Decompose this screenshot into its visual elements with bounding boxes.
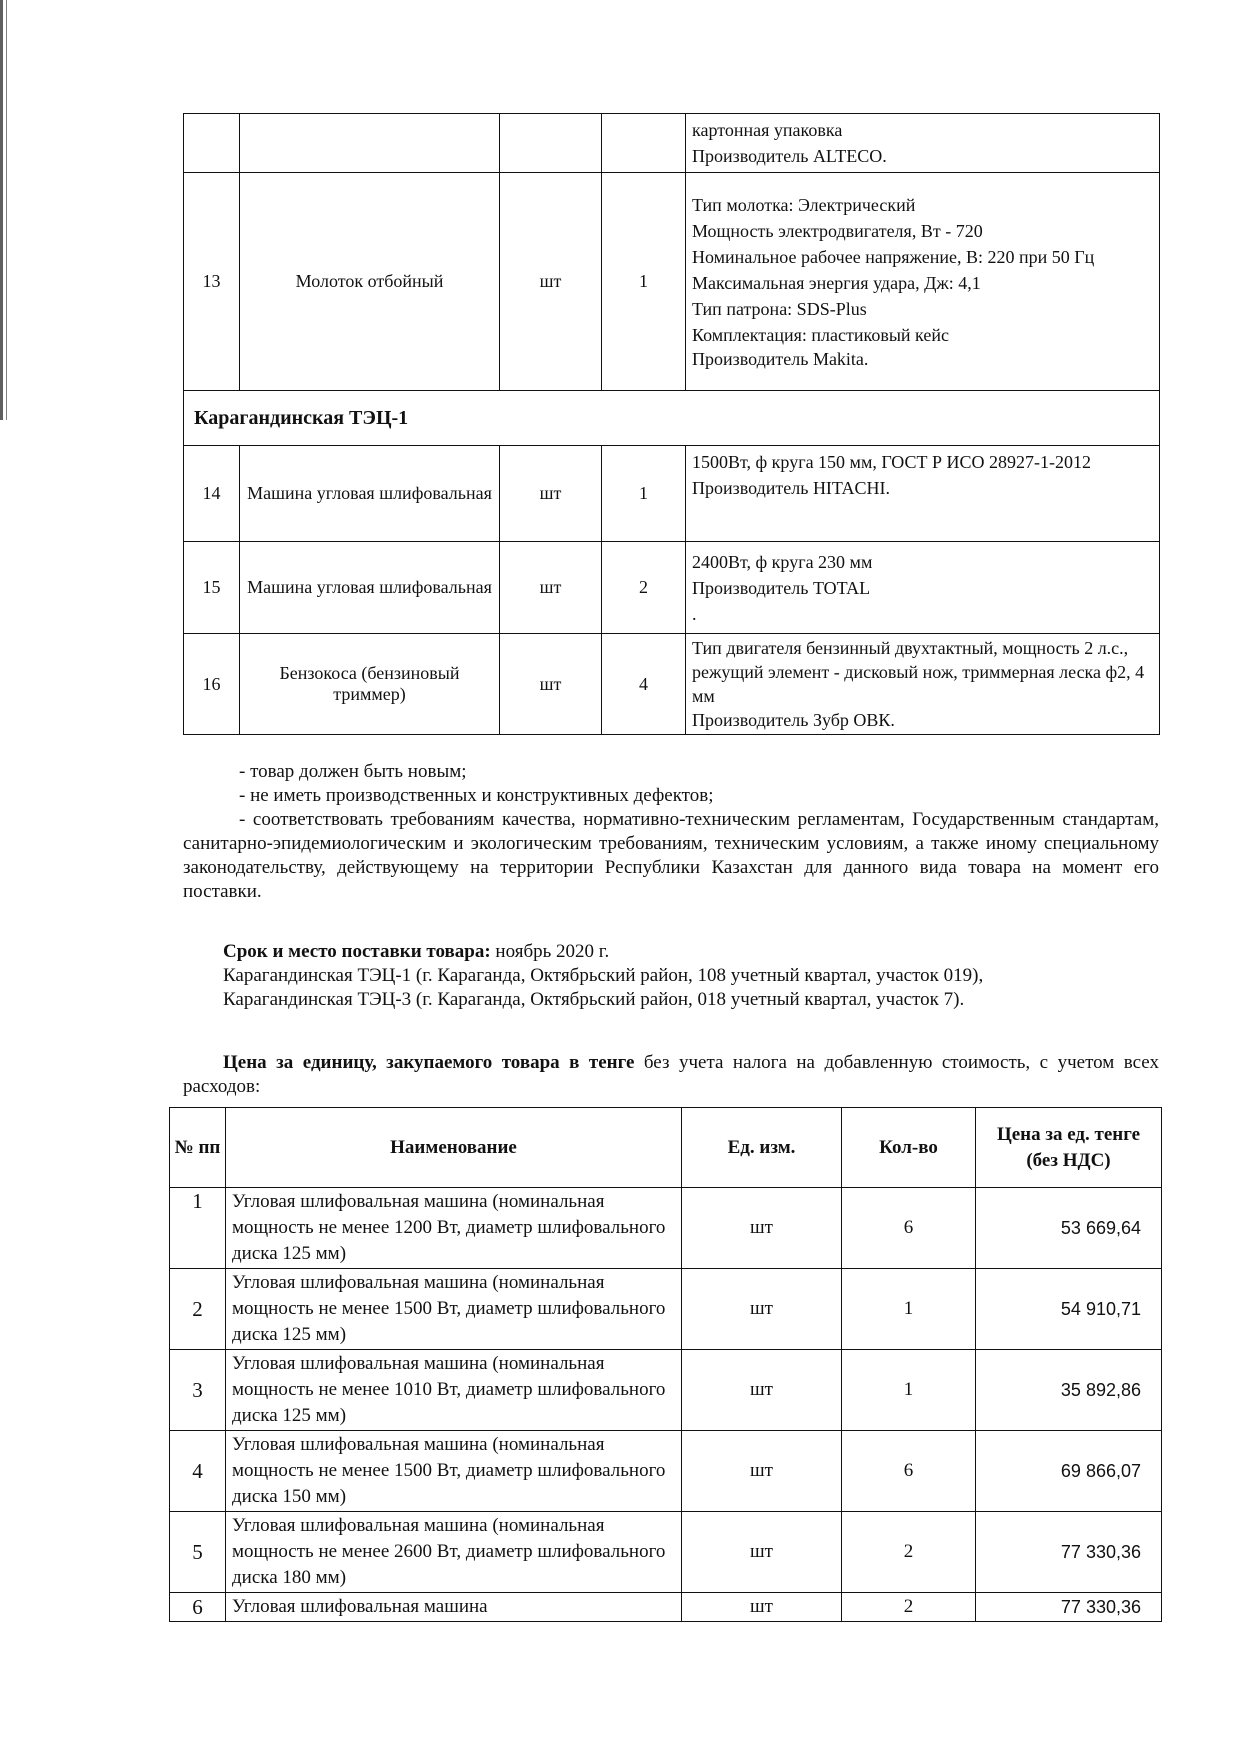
row-qty: 1: [842, 1350, 976, 1431]
row-no: 4: [170, 1431, 226, 1512]
row-no: 1: [170, 1188, 226, 1269]
row-no: 16: [184, 634, 240, 735]
row-unit: [500, 114, 602, 173]
row-no: [184, 114, 240, 173]
row-no: 15: [184, 542, 240, 634]
row-no: 14: [184, 446, 240, 542]
row-no: 6: [170, 1593, 226, 1622]
spec-line: Мощность электродвигателя, Вт - 720: [692, 220, 983, 241]
row-no: 13: [184, 173, 240, 391]
row-price: 77 330,36: [976, 1512, 1162, 1593]
section-title: Карагандинская ТЭЦ-1: [184, 391, 1160, 446]
price-header-row: [170, 1108, 1162, 1188]
spec-line: 2400Вт, ф круга 230 мм: [692, 551, 873, 572]
delivery-place-2: Карагандинская ТЭЦ-3 (г. Караганда, Октябрьский район, 018 учетный квартал, участок 7).: [223, 989, 965, 1010]
row-qty: 1: [842, 1269, 976, 1350]
price-intro: [183, 1051, 1159, 1099]
row-qty: 2: [602, 542, 686, 634]
row-unit: шт: [682, 1350, 842, 1431]
requirement-new: - товар должен быть новым;: [239, 761, 467, 782]
table-row: [184, 446, 1160, 542]
spec-line: Производитель Зубр ОВК.: [692, 710, 895, 730]
row-unit: шт: [682, 1593, 842, 1622]
spec-line: Производитель ALTECO.: [692, 146, 887, 166]
requirement-defects: - не иметь производственных и конструктивных дефектов;: [239, 785, 714, 806]
spec-line: Тип молотка: Электрический: [692, 194, 916, 215]
row-spec: [686, 173, 1160, 391]
header-unit: Ед. изм.: [682, 1108, 842, 1188]
spec-line: картонная упаковка: [692, 120, 843, 140]
table-row: [184, 542, 1160, 634]
row-name: Угловая шлифовальная машина (номинальная мощность не менее 2600 Вт, диаметр шлифовального диска 180 мм): [226, 1512, 682, 1593]
price-intro-bold: Цена за единицу, закупаемого товара в тенге: [223, 1052, 635, 1073]
row-price: 53 669,64: [976, 1188, 1162, 1269]
spec-line: Производитель HITACHI.: [692, 478, 890, 498]
table-row: [184, 114, 1160, 173]
spec-line: Производитель TOTAL: [692, 577, 871, 598]
spec-line: Комплектация: пластиковый кейс: [692, 324, 949, 345]
table-row: [170, 1269, 1162, 1350]
row-qty: 2: [842, 1593, 976, 1622]
row-qty: [602, 114, 686, 173]
spec-line: Тип двигателя бензинный двухтактный, мощность 2 л.с., режущий элемент - дисковый нож, триммерная леска ф2, 4 мм: [692, 638, 1145, 706]
table-row: [184, 634, 1160, 735]
requirements-block: [183, 760, 1159, 904]
table-row: [170, 1431, 1162, 1512]
spec-line: Тип патрона: SDS-Plus: [692, 298, 867, 319]
row-qty: 6: [842, 1431, 976, 1512]
row-no: 5: [170, 1512, 226, 1593]
row-price: 77 330,36: [976, 1593, 1162, 1622]
row-unit: шт: [682, 1269, 842, 1350]
delivery-place-1: Карагандинская ТЭЦ-1 (г. Караганда, Октябрьский район, 108 учетный квартал, участок 019),: [223, 965, 984, 986]
row-spec: [686, 446, 1160, 542]
row-unit: шт: [682, 1512, 842, 1593]
header-name: Наименование: [226, 1108, 682, 1188]
row-spec: [686, 114, 1160, 173]
row-qty: 1: [602, 446, 686, 542]
row-name: Угловая шлифовальная машина (номинальная мощность не менее 1500 Вт, диаметр шлифовального диска 125 мм): [226, 1269, 682, 1350]
table-row: [170, 1188, 1162, 1269]
row-name: Машина угловая шлифовальная: [240, 542, 500, 634]
row-price: 69 866,07: [976, 1431, 1162, 1512]
row-name: Молоток отбойный: [240, 173, 500, 391]
row-qty: 1: [602, 173, 686, 391]
row-name: Угловая шлифовальная машина (номинальная мощность не менее 1010 Вт, диаметр шлифовального диска 125 мм): [226, 1350, 682, 1431]
row-price: 35 892,86: [976, 1350, 1162, 1431]
row-name: Угловая шлифовальная машина (номинальная мощность не менее 1200 Вт, диаметр шлифовального диска 125 мм): [226, 1188, 682, 1269]
row-qty: 2: [842, 1512, 976, 1593]
table-row: [170, 1512, 1162, 1593]
row-name: [240, 114, 500, 173]
header-no: № пп: [170, 1108, 226, 1188]
row-price: 54 910,71: [976, 1269, 1162, 1350]
requirement-compliance: - соответствовать требованиям качества, нормативно-техническим регламентам, Государственным стандартам, санитарно-эпидемиологическим и экологическим требованиям, техническим условиям, а также иному специальному законодательству, действующему на территории Республики Казахстан для данного вида товара на момент его поставки.: [183, 809, 1159, 902]
row-unit: шт: [500, 173, 602, 391]
section-row: [184, 391, 1160, 446]
header-price: Цена за ед. тенге (без НДС): [976, 1108, 1162, 1188]
row-name: Машина угловая шлифовальная: [240, 446, 500, 542]
row-name: Угловая шлифовальная машина (номинальная мощность не менее 1500 Вт, диаметр шлифовального диска 150 мм): [226, 1431, 682, 1512]
price-table: [169, 1107, 1162, 1622]
scan-edge-artifact: [0, 0, 10, 420]
row-qty: 4: [602, 634, 686, 735]
spec-line: Производитель Makita.: [692, 348, 869, 369]
price-intro-text: [183, 1051, 1159, 1099]
row-unit: шт: [500, 542, 602, 634]
delivery-period: ноябрь 2020 г.: [490, 941, 610, 962]
delivery-block: [183, 940, 1159, 1012]
spec-line: Номинальное рабочее напряжение, В: 220 при 50 Гц: [692, 246, 1095, 267]
spec-table: [183, 113, 1160, 735]
row-unit: шт: [682, 1431, 842, 1512]
row-spec: [686, 542, 1160, 634]
spec-line: 1500Вт, ф круга 150 мм, ГОСТ Р ИСО 28927-1-2012: [692, 452, 1092, 472]
row-unit: шт: [500, 446, 602, 542]
row-no: 3: [170, 1350, 226, 1431]
table-row: [170, 1593, 1162, 1622]
row-name: Угловая шлифовальная машина: [226, 1593, 682, 1622]
spec-line: .: [692, 603, 697, 624]
row-unit: шт: [682, 1188, 842, 1269]
row-name: Бензокоса (бензиновый триммер): [240, 634, 500, 735]
header-qty: Кол-во: [842, 1108, 976, 1188]
table-row: [170, 1350, 1162, 1431]
delivery-term: [183, 940, 1159, 964]
delivery-label: Срок и место поставки товара:: [223, 941, 491, 962]
price-intro-rest: без учета налога на добавленную стоимость, с учетом всех расходов:: [183, 1052, 1159, 1097]
row-unit: шт: [500, 634, 602, 735]
spec-line: Максимальная энергия удара, Дж: 4,1: [692, 272, 981, 293]
table-row: [184, 173, 1160, 391]
row-spec: [686, 634, 1160, 735]
row-no: 2: [170, 1269, 226, 1350]
row-qty: 6: [842, 1188, 976, 1269]
